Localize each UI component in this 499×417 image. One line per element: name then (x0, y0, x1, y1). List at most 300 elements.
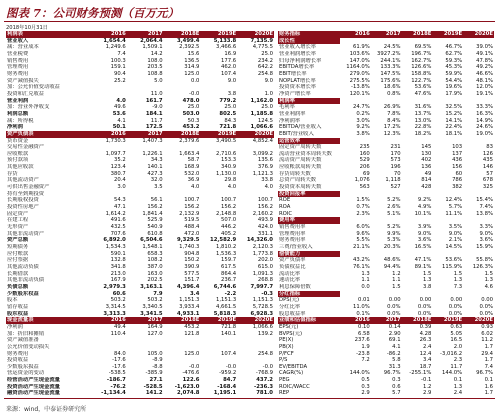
table-cell: 4.1 (392, 343, 401, 350)
table-row (6, 351, 274, 358)
table-cell: 18.1% (445, 130, 463, 137)
table-cell: 184.1 (145, 110, 163, 117)
table-cell: 202.5 (147, 277, 163, 284)
table-cell: 19.0% (476, 130, 493, 137)
table-cell: 108.2 (147, 257, 163, 264)
table-cell: 678 (482, 177, 493, 184)
table-cell: 172.5 (145, 124, 163, 131)
row-label: P/S (279, 357, 288, 364)
table-cell: 1,730.3 (105, 137, 126, 144)
table-cell: 126.6% (411, 64, 432, 71)
table-row (6, 244, 274, 251)
table-row (278, 64, 494, 71)
table-cell: 48.1% (476, 77, 493, 84)
table-cell: 1.5 (453, 270, 463, 277)
table-cell: 196.7% (411, 50, 432, 57)
table-cell: 615.0 (257, 263, 273, 270)
table-cell: -0.0 (225, 363, 237, 370)
table-cell: 96.7% (383, 370, 401, 377)
table-cell: 721.8 (219, 124, 237, 131)
header-cell: 2017 (385, 31, 401, 37)
table-row (278, 131, 494, 138)
table-cell: 145 (421, 144, 432, 151)
table-cell: 21.1% (352, 244, 370, 250)
table-cell: 3,099.2 (252, 150, 273, 157)
table-cell: 1,066.6 (252, 323, 273, 330)
table-row (6, 64, 274, 71)
table-cell: 0.0% (479, 303, 493, 310)
row-label: 固定资产 (7, 210, 29, 217)
table-cell: 9.0% (479, 230, 493, 237)
table-cell (200, 144, 237, 151)
table-cell: 69 (363, 170, 370, 177)
table-cell: 2,074.8 (176, 390, 200, 397)
table-cell: -17.6 (112, 357, 126, 364)
table-row (278, 297, 494, 304)
row-label: 加：营业外净收支 (7, 104, 50, 111)
table-cell: 2.90 (388, 330, 401, 337)
table-cell: 2.3 (453, 357, 463, 364)
table-cell: 0.1 (484, 377, 493, 384)
table-cell: 4,396.4 (176, 283, 200, 290)
table-row (6, 111, 274, 118)
table-cell: 3,340.5 (142, 303, 163, 310)
row-label: EBITDA/营业收入 (279, 124, 322, 131)
table-cell: 0.93 (481, 323, 493, 330)
row-label: 其他流动负债 (7, 263, 39, 270)
row-label: 归母净利润增长率 (279, 57, 322, 64)
table-cell (432, 138, 463, 145)
table-cell: 0.0% (448, 303, 463, 310)
table-cell: 0.39 (419, 323, 432, 330)
table-cell: 56.1 (150, 197, 163, 204)
source-note: 来源：wind，中泰证券研究所 (6, 406, 87, 413)
table-cell (340, 138, 371, 145)
table-row (6, 157, 274, 164)
table-cell: 1,151.3 (215, 297, 237, 304)
table-cell: 0.5 (361, 377, 370, 384)
table-cell: -2.2 (224, 290, 237, 297)
row-label: 投资性房地产 (7, 204, 39, 211)
table-cell: 153.3 (221, 157, 237, 164)
table-cell: 2,120.3 (252, 244, 273, 250)
table-cell: 1.1 (361, 277, 370, 284)
table-cell: -0.0 (189, 363, 200, 370)
table-cell: 503.2 (147, 297, 163, 304)
row-label: 负债权益比 (279, 263, 306, 270)
row-label: 股本 (7, 297, 18, 304)
table-row (6, 44, 274, 51)
table-cell: 1.2 (392, 270, 401, 277)
table-cell: 244.1% (380, 57, 401, 64)
table-cell (432, 217, 463, 224)
row-label: 留存收益 (7, 303, 29, 310)
row-label: 预付款项 (7, 157, 29, 164)
row-label: 业绩和估值指标 (279, 317, 317, 324)
table-row (6, 164, 274, 171)
row-label: 其他非流动资产 (7, 230, 45, 237)
row-label: 短期债务 (7, 244, 29, 250)
table-cell: 5.8 (392, 357, 401, 364)
table-cell: 25.0 (261, 50, 273, 57)
table-cell: 32.0 (150, 177, 163, 184)
table-cell: -0.0 (262, 363, 273, 370)
table-cell: -528.5 (143, 383, 163, 390)
table-cell: 47.1 (114, 204, 126, 211)
table-cell: 54.4% (445, 77, 463, 84)
table-cell: 2016 (111, 317, 126, 324)
table-cell: 0.14 (388, 323, 401, 330)
table-cell: 2.9 (361, 390, 370, 397)
row-label: 投资资本增长率 (279, 84, 317, 91)
table-cell: 3.6% (417, 237, 432, 244)
table-cell: 1.5 (392, 283, 401, 290)
table-row (278, 370, 494, 377)
table-cell: 1,509.1 (142, 44, 163, 51)
row-label: 利息保障倍数 (279, 283, 311, 290)
table-row (278, 104, 494, 111)
table-cell: 10.1% (414, 210, 432, 217)
table-cell: 124.5 (257, 117, 273, 124)
row-label: 净利润 (7, 124, 23, 131)
row-label: 投资收益 (7, 357, 29, 364)
table-cell: 3.4 (422, 357, 432, 364)
table-cell: 7.4% (479, 204, 493, 211)
table-cell: 3,499.4 (176, 37, 200, 44)
table-cell: 26.9% (383, 104, 401, 111)
table-cell: 254.8 (257, 350, 273, 357)
table-cell: 17.2% (383, 124, 401, 131)
table-cell: 11.7 (150, 117, 163, 124)
table-cell: 1.6 (484, 383, 493, 390)
row-label: 长期借款 (7, 270, 29, 277)
table-cell (340, 191, 371, 198)
header-cell: 2016 (111, 31, 126, 37)
table-cell: 33.8 (261, 177, 273, 184)
table-cell: 1.5 (484, 270, 493, 277)
table-cell: 7.9 (153, 290, 163, 297)
table-cell: 50.1 (112, 124, 126, 131)
table-cell: 2019E (443, 317, 463, 324)
table-cell: 11.1% (445, 210, 463, 217)
header-cell: 2016 (355, 31, 370, 37)
table-cell: 89.1% (414, 263, 432, 270)
table-cell (340, 98, 371, 105)
table-cell: 0.6 (392, 383, 401, 390)
table-row (6, 204, 274, 211)
table-cell: 3927.2% (377, 50, 401, 57)
table-cell: 139.2 (257, 330, 273, 337)
table-cell: 0.0% (387, 310, 401, 317)
table-cell: 203.5 (147, 64, 163, 71)
table-cell: 12.3% (383, 130, 401, 137)
table-cell (432, 191, 463, 198)
table-row (278, 344, 494, 351)
table-cell: 428 (421, 184, 432, 191)
table-cell: 527 (390, 184, 401, 191)
table-cell: 1,810.2 (215, 244, 237, 250)
table-cell (237, 191, 274, 198)
row-label: 少数股东权益 (7, 290, 39, 297)
table-cell (90, 144, 127, 151)
table-cell: 55.8% (476, 257, 493, 264)
table-cell: -0.3 (261, 290, 273, 297)
table-row (6, 271, 274, 278)
table-cell: 159.7 (221, 257, 237, 264)
row-label: 无形资产 (7, 224, 29, 231)
table-cell: -768.9 (255, 370, 273, 377)
table-cell: 53.6% (445, 257, 463, 264)
table-cell: 31.3 (388, 363, 401, 370)
row-label: 总资产周转天数 (279, 177, 317, 184)
row-label: 资产负债率 (279, 257, 306, 264)
table-cell: 47.6% (414, 90, 432, 97)
table-cell: 39.0% (476, 44, 493, 51)
report-date: 2018年10月31日 (6, 25, 48, 31)
table-cell: 49 (424, 170, 432, 177)
table-cell: 16.3% (476, 110, 493, 117)
row-label: 股东权益 (7, 310, 29, 317)
table-cell (402, 138, 433, 145)
table-cell: 1.7 (484, 390, 493, 397)
table-cell: 9,329.5 (176, 237, 200, 244)
table-cell: 3.8 (227, 90, 237, 97)
table-cell: 1.1 (392, 277, 401, 284)
table-cell: 11.0 (150, 90, 163, 97)
table-row (6, 231, 274, 238)
row-label: 管理费用率 (279, 230, 306, 237)
table-cell: 122.7% (411, 77, 432, 84)
table-cell: 7,997.7 (250, 283, 273, 290)
table-row (278, 237, 494, 244)
table-cell: -255.1% (409, 370, 432, 377)
row-label: EBITDA增长率 (279, 64, 315, 71)
table-cell: 19.1% (476, 90, 493, 97)
table-row (278, 351, 494, 358)
table-cell: 610.8 (147, 230, 163, 237)
table-cell (90, 91, 127, 98)
table-row (6, 51, 274, 58)
table-cell: -0.0 (189, 90, 200, 97)
header-cell: 2018E (413, 31, 432, 37)
table-cell: 96.7% (476, 370, 493, 377)
section-label-row (278, 38, 494, 45)
table-cell: 1,548.1 (142, 244, 163, 250)
table-cell: 642.2 (257, 64, 273, 71)
table-row (278, 84, 494, 91)
row-label: 负债总额 (7, 283, 29, 290)
table-cell: 1,162.0 (250, 97, 273, 104)
table-cell: 707.6 (110, 230, 126, 237)
table-cell: 144.0% (349, 370, 370, 377)
table-cell: 206 (359, 164, 370, 171)
table-cell: 14,326.0 (246, 237, 273, 244)
table-cell: 1,185.8 (250, 110, 273, 117)
row-label: CAGR(%) (279, 370, 304, 377)
table-cell: 53.6 (112, 110, 126, 117)
row-label: 经营活动产生现金流量 (7, 377, 60, 384)
row-label: 存货周转天数 (279, 170, 311, 177)
table-cell: 1.7 (484, 357, 493, 364)
row-label: 应收帐款周转天数 (279, 164, 322, 171)
table-cell: 2,710.6 (215, 150, 237, 157)
row-label: 应收账款 (7, 150, 29, 157)
table-cell (200, 344, 237, 351)
table-cell: 721.8 (221, 323, 237, 330)
row-label: 费用率 (278, 217, 340, 224)
table-cell: 904.8 (184, 250, 200, 257)
table-cell: 781.0 (256, 390, 273, 397)
table-cell: 1.2 (422, 383, 432, 390)
table-cell: 24.7% (352, 104, 370, 111)
table-cell: 472.0 (184, 230, 200, 237)
header-cell: 2018E (181, 31, 200, 37)
table-cell: -186.7 (106, 377, 126, 384)
table-row (278, 264, 494, 271)
table-cell: 9.6% (356, 230, 370, 237)
table-cell: 0.00 (388, 297, 401, 304)
table-cell (127, 191, 164, 198)
table-row (6, 237, 274, 244)
table-cell: 69.1 (388, 337, 401, 344)
table-cell: 325 (482, 184, 493, 191)
table-cell: 390.9 (184, 263, 200, 270)
row-label: 三费/营业收入 (279, 244, 313, 250)
table-row (278, 284, 494, 291)
table-cell: 84.0 (114, 350, 126, 357)
table-cell: 16.5% (414, 244, 432, 250)
table-cell: 54.3 (114, 197, 126, 204)
table-cell: -23.8 (356, 350, 370, 357)
table-cell: -13.8% (351, 84, 370, 91)
table-cell: 507.0 (221, 217, 237, 224)
table-cell: 177.6 (221, 57, 237, 64)
row-label: 营业税费 (7, 50, 29, 57)
table-row (278, 324, 494, 331)
table-cell: 2,148.8 (215, 210, 237, 217)
table-cell: -0.1 (421, 377, 432, 384)
table-cell: 1,740.3 (179, 244, 200, 250)
row-label: 分红比率 (279, 303, 301, 310)
table-cell: 25.2 (114, 77, 126, 84)
table-cell: 3.0 (117, 184, 126, 191)
table-cell: 1,151.3 (252, 297, 273, 304)
row-label: 资产负债表 (7, 130, 34, 137)
table-cell: 2018E (413, 317, 432, 324)
table-cell: 4.0 (227, 184, 237, 191)
table-cell: 1,195.1 (213, 390, 237, 397)
table-cell: 0.0% (448, 310, 463, 317)
row-label: 融资活动产生现金流量 (7, 390, 60, 397)
row-label: 分红指标 (278, 291, 340, 298)
table-cell: 1,151.3 (179, 297, 200, 304)
table-cell: 380.7 (110, 170, 126, 177)
table-cell: 2017 (147, 317, 163, 324)
table-cell: 76.1% (352, 263, 370, 270)
table-cell: 14.5% (445, 244, 463, 250)
table-cell: 19.6% (445, 84, 463, 91)
table-cell: 0.10 (358, 323, 370, 330)
table-cell: 279.0% (349, 70, 370, 77)
table-cell: 1,097.7 (105, 150, 126, 157)
table-cell: 11.7 (450, 363, 463, 370)
table-cell: 11.0% (352, 303, 370, 310)
table-cell: 2020E (254, 317, 273, 324)
row-label: 营运资金的变动 (7, 370, 45, 377)
table-row (6, 184, 274, 191)
table-cell: 107.4 (221, 350, 237, 357)
table-cell: 132.8 (110, 257, 126, 264)
row-label: 净利润 (7, 323, 23, 330)
table-cell (402, 291, 433, 298)
table-cell: -8.9 (152, 357, 163, 364)
table-cell: 25.0 (224, 104, 237, 111)
table-cell (371, 138, 402, 145)
table-cell: 9.0 (264, 77, 273, 84)
table-cell: 1,536.3 (215, 250, 237, 257)
table-cell: 402 (421, 157, 432, 164)
table-cell: 156 (452, 164, 463, 171)
table-cell: 453.2 (184, 323, 200, 330)
table-cell: 48.6% (383, 257, 401, 264)
table-cell: 2018E (181, 317, 200, 324)
table-cell: 11.2 (481, 337, 493, 344)
table-cell: 1,226.1 (142, 150, 163, 157)
table-row (6, 144, 274, 151)
table-cell: 540.9 (147, 224, 163, 231)
table-cell: 1,663.4 (179, 150, 200, 157)
row-label: ROIC (279, 210, 293, 217)
table-cell: 4.6 (484, 283, 493, 290)
table-cell: 387.0 (147, 263, 163, 270)
table-cell: 2016 (111, 130, 126, 137)
row-label: 财务费用 (7, 70, 29, 77)
table-cell: 432.5 (110, 224, 126, 231)
header-cell: 利润表 (7, 31, 23, 37)
table-cell (402, 191, 433, 198)
table-cell (127, 144, 164, 151)
table-cell: 4,852.4 (252, 137, 273, 144)
table-cell: 3.5 (154, 184, 163, 191)
table-row (278, 364, 494, 371)
table-cell: 3,341.5 (140, 310, 163, 317)
table-cell: 9.9% (387, 230, 401, 237)
row-label: 投资回报率 (278, 191, 340, 198)
table-cell: 137 (452, 150, 463, 157)
table-row (278, 124, 494, 131)
row-label: 净利润率 (279, 117, 301, 124)
title-divider (4, 21, 495, 22)
row-label: 营业收入增长率 (279, 44, 317, 51)
table-cell: 25.0 (187, 104, 200, 111)
row-label: PE(X) (279, 337, 294, 344)
table-row (6, 384, 274, 391)
table-cell (200, 84, 237, 91)
table-cell: 1,407.3 (142, 137, 163, 144)
table-cell: 1.5 (422, 270, 432, 277)
table-cell: 314.9 (184, 64, 200, 71)
table-cell (164, 344, 201, 351)
table-cell: 519.5 (184, 217, 200, 224)
table-cell: 69.5% (414, 44, 432, 51)
table-cell: 231 (390, 144, 401, 151)
table-cell: 47.8% (476, 57, 493, 64)
row-label: 其他非流动负债 (7, 277, 45, 284)
table-cell: 136 (421, 164, 432, 171)
table-cell: 0.0% (479, 310, 493, 317)
table-cell: 1.3 (361, 270, 370, 277)
table-cell: 3.9% (417, 224, 432, 231)
